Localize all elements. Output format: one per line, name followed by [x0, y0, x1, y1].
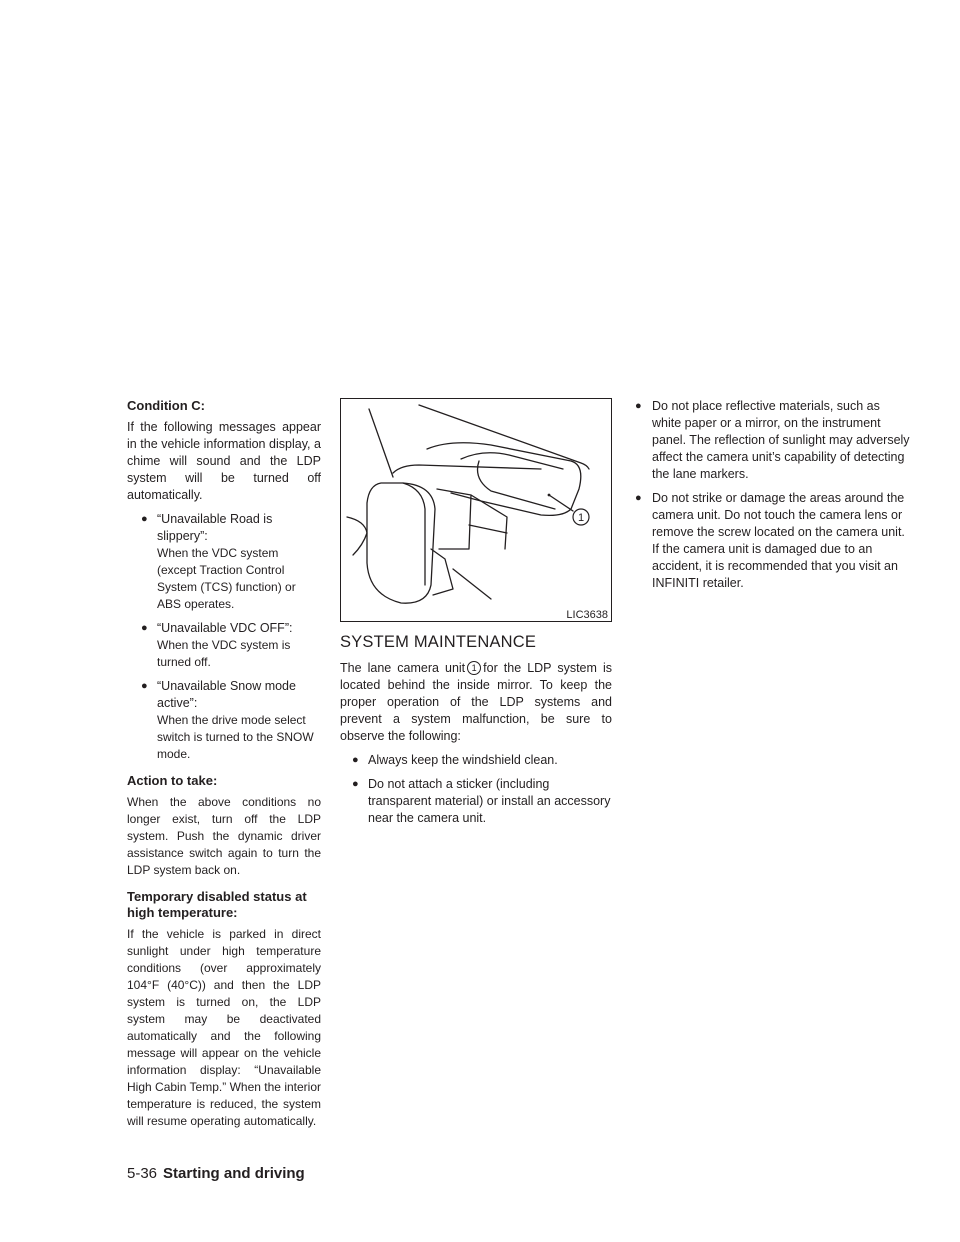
list-item-title: ● “Unavailable VDC OFF”:: [157, 621, 293, 635]
condition-c-heading: Condition C:: [127, 398, 205, 413]
list-item-detail: When the VDC system (except Traction Control System (TCS) function) or ABS operates.: [157, 546, 296, 611]
windshield-line-left: [369, 409, 393, 477]
maintenance-intro: [340, 660, 612, 745]
condition-c-list: [127, 511, 321, 763]
camera-drawing: [341, 399, 612, 622]
camera-unit-illustration: [340, 398, 612, 622]
callout-reference: 1: [467, 661, 481, 675]
temperature-text: If the vehicle is parked in direct sunlight under high temperature conditions (over approximately 104°F (40°C)) and then the LDP system is turned on, the LDP system may be deactivated automatically and the following message will appear on the vehicle information display: “Unavailable High Cabin Temp.” When the interior temperature is reduced, the system will resume operating automatically.: [127, 927, 321, 1128]
mirror-mount-base: [431, 549, 453, 595]
action-heading: Action to take:: [127, 773, 218, 788]
list-item: [127, 511, 321, 613]
intro-text-start: The lane camera unit: [340, 661, 466, 675]
list-item: [127, 620, 321, 671]
action-text: When the above conditions no longer exist, turn off the LDP system. Push the dynamic driver assistance switch again to turn the LDP system back on.: [127, 795, 321, 877]
list-item: ● Do not attach a sticker (including transparent material) or install an accessory near the camera unit.: [340, 776, 612, 827]
maintenance-list-continued: [632, 398, 910, 592]
system-maintenance-heading: SYSTEM MAINTENANCE: [340, 633, 537, 651]
list-item-detail: When the VDC system is turned off.: [157, 638, 291, 669]
page-number: 5-36: [127, 1165, 158, 1182]
right-column: [632, 398, 910, 599]
list-item: ● Always keep the windshield clean.: [340, 752, 612, 769]
mirror-edge: [403, 483, 425, 585]
dashboard-line: [453, 569, 491, 599]
page-footer: [127, 1165, 305, 1183]
callout-dot: [548, 494, 551, 497]
maintenance-list: [340, 752, 612, 827]
middle-column: [340, 398, 612, 834]
left-column: [127, 398, 321, 1137]
mirror-mount-front: [437, 489, 471, 549]
callout-number: 1: [577, 512, 585, 524]
headliner-edge: [393, 465, 541, 473]
section-title: Starting and driving: [163, 1165, 305, 1182]
condition-c-intro: If the following messages appear in the vehicle information display, a chime will sound and the LDP system will be turned off automatically.: [127, 420, 321, 502]
list-item: [127, 678, 321, 763]
dashboard-curve: [347, 517, 367, 555]
figure-code: LIC3638: [566, 609, 608, 621]
list-item: ● Do not strike or damage the areas around the camera unit. Do not touch the camera lens or remove the screw located on the camera unit. If the camera unit is damaged due to an accident, it is recommended that you visit an INFINITI retailer.: [632, 490, 910, 592]
mirror-arm: [469, 525, 507, 533]
intro-text-end: for the LDP system is located behind the inside mirror. To keep the proper operation of the LDP systems and prevent a system malfunction, be sure to observe the following:: [340, 661, 612, 743]
list-item-title: ● “Unavailable Road is slippery”:: [157, 512, 273, 543]
list-item: ● Do not place reflective materials, such as white paper or a mirror, on the instrument panel. The reflection of sunlight may adversely affect the camera unit’s capability of detecting the lane markers.: [632, 398, 910, 483]
list-item-detail: When the drive mode select switch is turned to the SNOW mode.: [157, 713, 314, 761]
temperature-heading: Temporary disabled status at high temperature:: [127, 889, 307, 920]
list-item-title: ● “Unavailable Snow mode active”:: [157, 679, 296, 710]
